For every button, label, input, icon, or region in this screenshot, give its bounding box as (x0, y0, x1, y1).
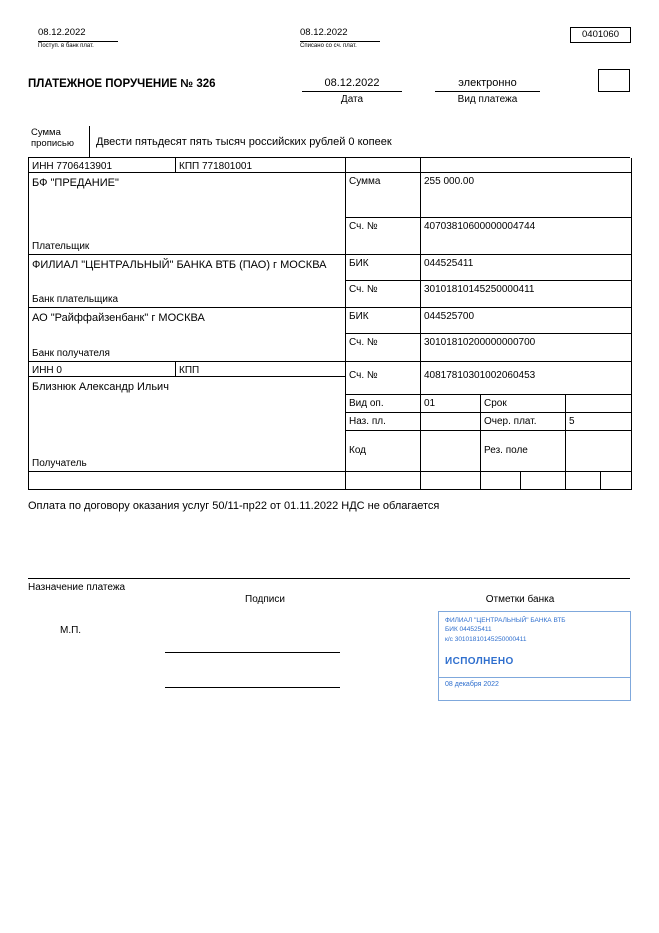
payer-bank-account-value: 30101810145250000411 (421, 281, 631, 308)
amount-label: Сумма (346, 173, 421, 218)
payer-inn: ИНН 7706413901 (29, 158, 176, 173)
received-date-value: 08.12.2022 (38, 28, 118, 42)
beneficiary-bank-name: АО "Райффайзенбанк" г МОСКВА (32, 312, 205, 324)
beneficiary-bank-account-value: 30101810200000000700 (421, 334, 631, 362)
term-value (566, 395, 631, 413)
stamp-divider (439, 677, 630, 678)
beneficiary-block (29, 377, 346, 472)
payer-section-label: Плательщик (32, 240, 90, 252)
empty-cell (346, 158, 421, 173)
empty-cell (481, 472, 521, 490)
empty-cell (29, 472, 346, 490)
priority-label: Очер. плат. (481, 413, 566, 431)
purpose-divider-line (28, 578, 630, 579)
op-type-value: 01 (421, 395, 481, 413)
payment-type-value: электронно (435, 77, 540, 92)
document-title: ПЛАТЕЖНОЕ ПОРУЧЕНИЕ № 326 (28, 78, 216, 90)
beneficiary-bank-block (29, 308, 346, 362)
amount-value: 255 000.00 (421, 173, 631, 218)
stamp-status: ИСПОЛНЕНО (445, 656, 514, 668)
payer-account-label: Сч. № (346, 218, 421, 255)
payer-kpp: КПП 771801001 (176, 158, 346, 173)
payer-bank-bik-value: 044525411 (421, 255, 631, 281)
debited-date-value: 08.12.2022 (300, 28, 380, 42)
purpose-code-value (421, 413, 481, 431)
purpose-text: Оплата по договору оказания услуг 50/11-пр22 от 01.11.2022 НДС не облагается (28, 500, 440, 512)
payer-bank-bik-label: БИК (346, 255, 421, 281)
stamp-date: 08 декабря 2022 (445, 681, 499, 689)
beneficiary-bank-bik-value: 044525700 (421, 308, 631, 334)
code-label: Код (346, 431, 421, 472)
signatures-label: Подписи (245, 594, 285, 605)
beneficiary-inn: ИНН 0 (29, 362, 176, 377)
payer-block (29, 173, 346, 255)
beneficiary-bank-account-label: Сч. № (346, 334, 421, 362)
reserve-field-value (566, 431, 631, 472)
empty-cell (566, 472, 601, 490)
payment-table (28, 158, 632, 490)
payer-bank-account-label: Сч. № (346, 281, 421, 308)
debited-date-label: Списано со сч. плат. (300, 42, 357, 49)
payer-bank-block (29, 255, 346, 308)
empty-cell (421, 472, 481, 490)
received-date-field (38, 28, 118, 49)
debited-date-field (300, 28, 380, 49)
op-type-label: Вид оп. (346, 395, 421, 413)
empty-cell (421, 158, 631, 173)
beneficiary-bank-bik-label: БИК (346, 308, 421, 334)
form-code-box: 0401060 (570, 27, 631, 43)
signature-line-2 (165, 687, 340, 688)
mp-label: М.П. (60, 625, 82, 636)
reserve-field-label: Рез. поле (481, 431, 566, 472)
empty-cell (521, 472, 566, 490)
beneficiary-account-value: 40817810301002060453 (421, 362, 631, 395)
payment-type-label: Вид платежа (457, 94, 518, 105)
beneficiary-name: Близнюк Александр Ильич (32, 381, 169, 393)
bank-marks-label: Отметки банка (485, 594, 555, 605)
signature-line-1 (165, 652, 340, 653)
stamp-bik-line: БИК 044525411 (445, 626, 492, 634)
beneficiary-kpp: КПП (176, 362, 346, 377)
date-value: 08.12.2022 (302, 77, 402, 92)
stamp-corr-account-line: к/с 30101810145250000411 (445, 635, 527, 643)
received-date-label: Поступ. в банк плат. (38, 42, 94, 49)
date-field (302, 77, 402, 105)
beneficiary-bank-section-label: Банк получателя (32, 347, 110, 359)
purpose-section-label: Назначение платежа (28, 582, 126, 593)
empty-cell (601, 472, 631, 490)
empty-cell (346, 472, 421, 490)
term-label: Срок (481, 395, 566, 413)
bank-stamp (438, 611, 631, 701)
payment-type-field (435, 77, 540, 105)
reserve-box (598, 69, 630, 92)
payer-name: БФ "ПРЕДАНИЕ" (32, 177, 119, 189)
amount-words-value: Двести пятьдесят пять тысяч российских рублей 0 копеек (96, 135, 392, 148)
stamp-bank-name: ФИЛИАЛ "ЦЕНТРАЛЬНЫЙ" БАНКА ВТБ (445, 617, 566, 624)
amount-words-row (28, 126, 630, 158)
priority-value: 5 (566, 413, 631, 431)
beneficiary-section-label: Получатель (32, 457, 87, 469)
payer-bank-section-label: Банк плательщика (32, 293, 119, 305)
payer-bank-name: ФИЛИАЛ "ЦЕНТРАЛЬНЫЙ" БАНКА ВТБ (ПАО) г МОСКВА (32, 259, 327, 271)
amount-words-label: Сумма прописью (28, 126, 90, 157)
code-value (421, 431, 481, 472)
date-label: Дата (340, 94, 364, 105)
beneficiary-account-label: Сч. № (346, 362, 421, 395)
purpose-code-label: Наз. пл. (346, 413, 421, 431)
payer-account-value: 40703810600000004744 (421, 218, 631, 255)
